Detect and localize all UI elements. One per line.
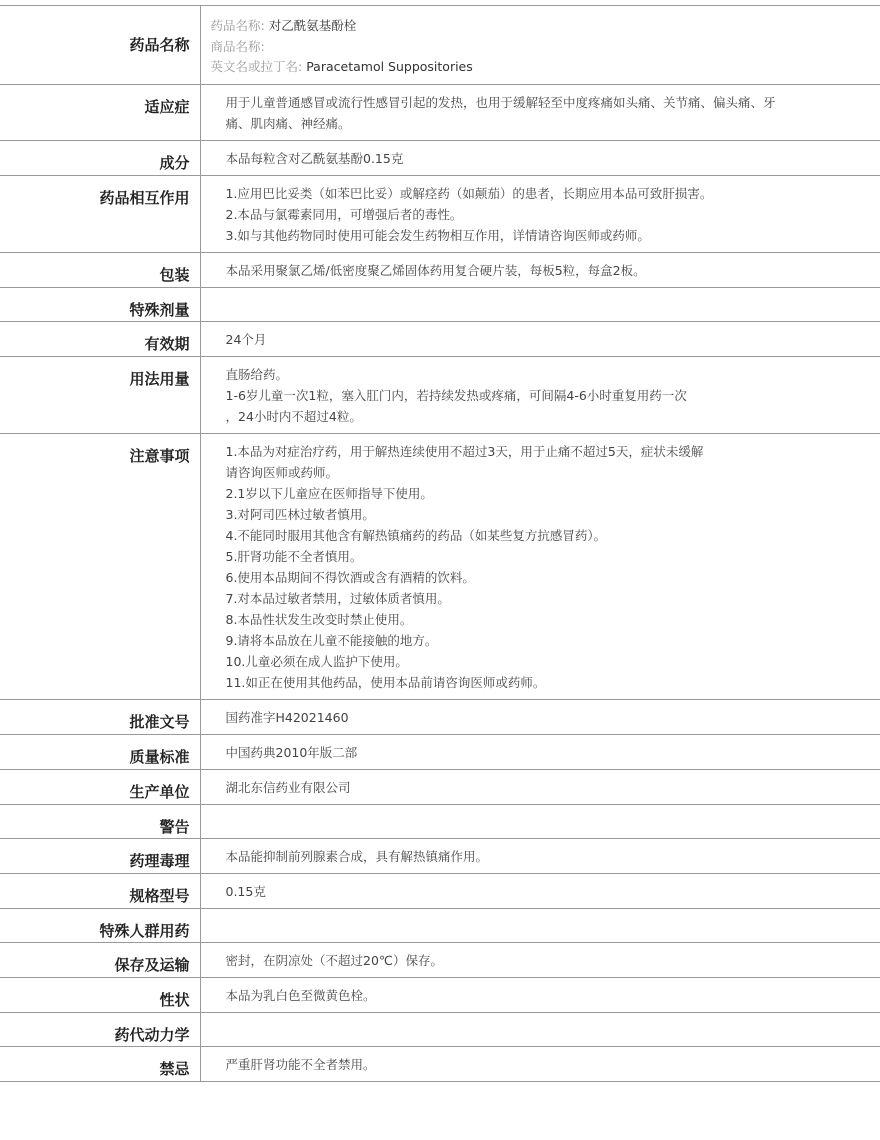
usage-line: 直肠给药。 [225,366,289,382]
precaution-line: 1.本品为对症治疗药，用于解热连续使用不超过3天，用于止痛不超过5天，症状未缓解 [225,443,704,459]
precaution-line: 3.对阿司匹林过敏者慎用。 [225,506,375,522]
row-contraindications [0,1046,880,1081]
interaction-line: 2.本品与氯霉素同用，可增强后者的毒性。 [225,206,463,222]
row-specification [0,873,880,908]
interaction-line: 1.应用巴比妥类（如苯巴比妥）或解痉药（如颠茄）的患者，长期应用本品可致肝损害。 [225,185,713,201]
contraindications-value: 严重肝肾功能不全者禁用。 [225,1056,376,1072]
usage-label: 用法用量 [0,356,200,433]
usage-line: 1-6岁儿童一次1粒，塞入肛门内，若持续发热或疼痛，可间隔4-6小时重复用药一次 [225,387,687,403]
row-pharmacology [0,838,880,873]
precaution-line: 4.不能同时服用其他含有解热镇痛药的药品（如某些复方抗感冒药）。 [225,527,607,543]
manufacturer-label: 生产单位 [0,769,200,804]
drug-info-sheet [0,5,880,1082]
row-packaging [0,252,880,287]
interactions-label: 药品相互作用 [0,175,200,252]
precaution-line: 5.肝肾功能不全者慎用。 [225,548,363,564]
warning-label: 警告 [0,804,200,838]
special-dosage-value [200,287,880,321]
manufacturer-value: 湖北东信药业有限公司 [225,779,351,795]
warning-value [200,804,880,838]
shelf-life-label: 有效期 [0,321,200,356]
english-name: Paracetamol Suppositories [306,59,473,74]
shelf-life-value: 24个月 [225,331,267,347]
drug-info-table [0,5,880,1082]
indications-value [200,84,880,140]
row-storage [0,942,880,977]
row-approval [0,699,880,734]
precautions-label: 注意事项 [0,433,200,699]
usage-value [200,356,880,433]
ingredients-label: 成分 [0,140,200,175]
row-precautions [0,433,880,699]
row-special-dosage [0,287,880,321]
precaution-line: 11.如正在使用其他药品，使用本品前请咨询医师或药师。 [225,674,546,690]
row-names [0,6,880,85]
storage-value: 密封，在阴凉处（不超过20℃）保存。 [225,952,443,968]
specification-value: 0.15克 [225,883,266,899]
row-interactions [0,175,880,252]
pharmacokinetics-value [200,1012,880,1046]
precaution-line: 7.对本品过敏者禁用，过敏体质者慎用。 [225,590,450,606]
precaution-line: 9.请将本品放在儿童不能接触的地方。 [225,632,438,648]
row-ingredients [0,140,880,175]
row-manufacturer [0,769,880,804]
contraindications-label: 禁忌 [0,1046,200,1081]
drug-name-label: 药品名称: [210,18,265,33]
precaution-line: 8.本品性状发生改变时禁止使用。 [225,611,413,627]
names-value [200,6,880,85]
indications-text: 用于儿童普通感冒或流行性感冒引起的发热，也用于缓解轻至中度疼痛如头痛、关节痛、偏头痛、牙痛、肌肉痛、神经痛。 [225,94,776,131]
interaction-line: 3.如与其他药物同时使用可能会发生药物相互作用，详情请咨询医师或药师。 [225,227,650,243]
row-warning [0,804,880,838]
pharmacology-value: 本品能抑制前列腺素合成，具有解热镇痛作用。 [225,848,489,864]
approval-value: 国药准字H42021460 [225,709,349,725]
drug-name: 对乙酰氨基酚栓 [268,18,357,33]
indications-label: 适应症 [0,84,200,140]
precaution-line: 请咨询医师或药师。 [225,464,339,480]
names-label: 药品名称 [0,6,200,85]
precaution-line: 6.使用本品期间不得饮酒或含有酒精的饮料。 [225,569,475,585]
appearance-label: 性状 [0,977,200,1012]
row-special-population [0,908,880,942]
row-shelf-life [0,321,880,356]
row-standard [0,734,880,769]
row-indications [0,84,880,140]
standard-value: 中国药典2010年版二部 [225,744,358,760]
special-population-label: 特殊人群用药 [0,908,200,942]
pharmacology-label: 药理毒理 [0,838,200,873]
precaution-line: 2.1岁以下儿童应在医师指导下使用。 [225,485,433,501]
specification-label: 规格型号 [0,873,200,908]
storage-label: 保存及运输 [0,942,200,977]
pharmacokinetics-label: 药代动力学 [0,1012,200,1046]
special-population-value [200,908,880,942]
ingredients-value: 本品每粒含对乙酰氨基酚0.15克 [225,150,404,166]
row-usage [0,356,880,433]
english-name-label: 英文名或拉丁名: [210,59,303,74]
trade-name-label: 商品名称: [210,38,265,54]
precaution-line: 10.儿童必须在成人监护下使用。 [225,653,408,669]
row-appearance [0,977,880,1012]
approval-label: 批准文号 [0,699,200,734]
interactions-value [200,175,880,252]
packaging-label: 包装 [0,252,200,287]
precautions-value [200,433,880,699]
usage-line: ，24小时内不超过4粒。 [225,408,362,424]
appearance-value: 本品为乳白色至微黄色栓。 [225,987,376,1003]
row-pharmacokinetics [0,1012,880,1046]
packaging-value: 本品采用聚氯乙烯/低密度聚乙烯固体药用复合硬片装，每板5粒，每盒2板。 [225,262,646,278]
standard-label: 质量标准 [0,734,200,769]
special-dosage-label: 特殊剂量 [0,287,200,321]
